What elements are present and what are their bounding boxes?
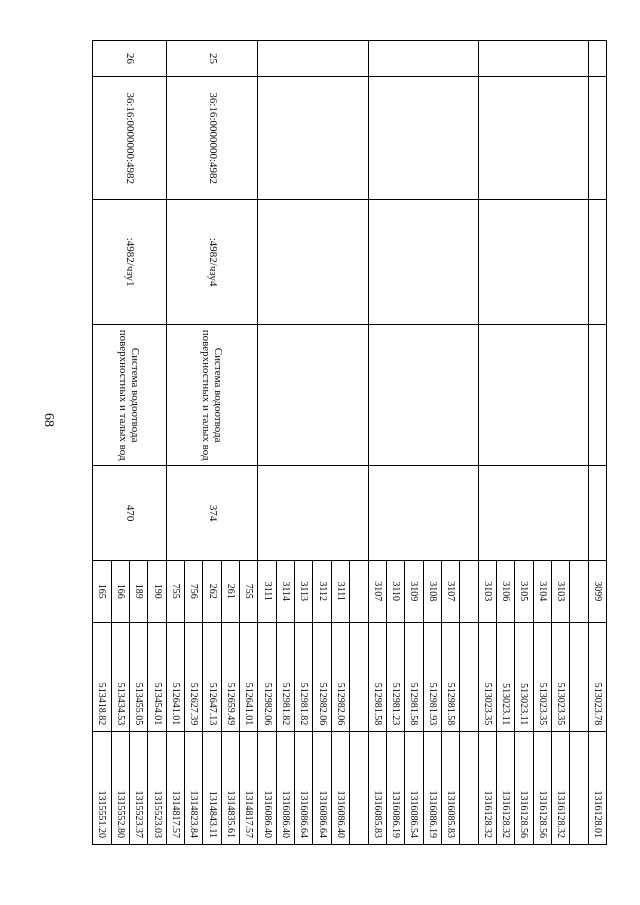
coord-x: 513023.35 xyxy=(478,622,496,732)
cadastral-number: 36:16:0000000:4982 xyxy=(93,77,167,200)
coord-y: 1316128.32 xyxy=(551,732,569,845)
coord-y: 1316128.32 xyxy=(478,732,496,845)
coord-x: 513023.35 xyxy=(533,622,551,732)
point-number: 3108 xyxy=(423,560,441,622)
coord-y: 1316085.83 xyxy=(441,732,459,845)
row-number xyxy=(368,41,478,77)
point-number: 755 xyxy=(166,560,184,622)
coord-y: 1314817.57 xyxy=(166,732,184,845)
coordinates-table xyxy=(92,40,607,845)
coord-x: 513454.01 xyxy=(148,622,166,732)
coord-y: 1316086.19 xyxy=(423,732,441,845)
plot-area: 470 xyxy=(93,466,167,561)
point-number: 3103 xyxy=(478,560,496,622)
cadastral-number xyxy=(588,77,606,200)
row-number: 25 xyxy=(166,41,258,77)
page-number: 68 xyxy=(41,413,56,427)
coord-y: 1316086.40 xyxy=(276,732,294,845)
coord-x: 512981.58 xyxy=(405,622,423,732)
coord-x: 512659.49 xyxy=(221,622,239,732)
coord-y: 1314823.84 xyxy=(185,732,203,845)
coord-y: 1314817.57 xyxy=(240,732,258,845)
point-number: 3109 xyxy=(405,560,423,622)
point-number xyxy=(460,560,478,622)
coord-y: 1316086.64 xyxy=(313,732,331,845)
subplot-number: :4982/чзу1 xyxy=(93,200,167,325)
coord-y: 1314835.61 xyxy=(221,732,239,845)
plot-area xyxy=(478,466,588,561)
coord-y: 1315552.80 xyxy=(111,732,129,845)
plot-area xyxy=(258,466,368,561)
point-number: 756 xyxy=(185,560,203,622)
coord-y: 1316128.01 xyxy=(588,732,606,845)
point-number: 3107 xyxy=(368,560,386,622)
coord-x: 512981.58 xyxy=(368,622,386,732)
coord-x: 512647.13 xyxy=(203,622,221,732)
plot-purpose: Система водоотвода поверхностных и талых вод xyxy=(166,325,258,466)
coord-x: 512982.06 xyxy=(258,622,276,732)
point-number: 3107 xyxy=(441,560,459,622)
coord-x: 512981.93 xyxy=(423,622,441,732)
point-number: 755 xyxy=(240,560,258,622)
row-number xyxy=(258,41,368,77)
coord-x: 512982.06 xyxy=(331,622,349,732)
coord-x: 512627.39 xyxy=(185,622,203,732)
coord-y: 1316086.54 xyxy=(405,732,423,845)
coord-y: 1316086.40 xyxy=(258,732,276,845)
coord-y xyxy=(570,732,588,845)
coord-y xyxy=(460,732,478,845)
point-number: 3112 xyxy=(313,560,331,622)
coord-y: 1316086.19 xyxy=(386,732,404,845)
point-number: 190 xyxy=(148,560,166,622)
table-row xyxy=(240,41,258,845)
coord-x: 512981.23 xyxy=(386,622,404,732)
point-number: 262 xyxy=(203,560,221,622)
point-number: 3110 xyxy=(386,560,404,622)
point-number: 165 xyxy=(93,560,112,622)
cadastral-number: 36:16:0000000:4982 xyxy=(166,77,258,200)
point-number: 3111 xyxy=(331,560,349,622)
table-row xyxy=(588,41,606,845)
point-number: 3105 xyxy=(515,560,533,622)
point-number: 261 xyxy=(221,560,239,622)
coord-x: 512982.06 xyxy=(313,622,331,732)
row-number xyxy=(478,41,588,77)
coord-y: 1316128.32 xyxy=(496,732,514,845)
point-number xyxy=(350,560,368,622)
plot-purpose xyxy=(588,325,606,466)
subplot-number: :4982/чзу4 xyxy=(166,200,258,325)
coord-x: 513455.05 xyxy=(130,622,148,732)
point-number: 3114 xyxy=(276,560,294,622)
row-number: 26 xyxy=(93,41,167,77)
coord-x: 512641.01 xyxy=(166,622,184,732)
point-number xyxy=(570,560,588,622)
plot-area xyxy=(588,466,606,561)
point-number: 3099 xyxy=(588,560,606,622)
coord-x: 512981.82 xyxy=(295,622,313,732)
coord-x: 513023.35 xyxy=(551,622,569,732)
coord-y xyxy=(350,732,368,845)
coord-y: 1316128.56 xyxy=(515,732,533,845)
subplot-number xyxy=(588,200,606,325)
coord-x: 513418.82 xyxy=(93,622,112,732)
coord-x xyxy=(570,622,588,732)
coord-x xyxy=(460,622,478,732)
table-container xyxy=(92,40,607,845)
subplot-number xyxy=(478,200,588,325)
rotated-table-frame xyxy=(92,40,607,845)
cadastral-number xyxy=(368,77,478,200)
point-number: 3103 xyxy=(551,560,569,622)
coord-y: 1316086.64 xyxy=(295,732,313,845)
plot-purpose xyxy=(478,325,588,466)
table-row xyxy=(148,41,166,845)
coord-x: 513434.53 xyxy=(111,622,129,732)
coord-y: 1316086.40 xyxy=(331,732,349,845)
coord-x: 513023.78 xyxy=(588,622,606,732)
table-row xyxy=(350,41,368,845)
coord-x: 512981.82 xyxy=(276,622,294,732)
coord-y: 1315523.03 xyxy=(148,732,166,845)
coord-x xyxy=(350,622,368,732)
coord-x: 513023.11 xyxy=(515,622,533,732)
coord-y: 1316085.83 xyxy=(368,732,386,845)
point-number: 189 xyxy=(130,560,148,622)
coord-y: 1315523.37 xyxy=(130,732,148,845)
cadastral-number xyxy=(258,77,368,200)
coord-y: 1315551.20 xyxy=(93,732,112,845)
table-row xyxy=(570,41,588,845)
plot-purpose xyxy=(368,325,478,466)
table-row xyxy=(460,41,478,845)
plot-purpose xyxy=(258,325,368,466)
coord-x: 512641.01 xyxy=(240,622,258,732)
point-number: 166 xyxy=(111,560,129,622)
point-number: 3111 xyxy=(258,560,276,622)
subplot-number xyxy=(368,200,478,325)
point-number: 3113 xyxy=(295,560,313,622)
row-number xyxy=(588,41,606,77)
plot-purpose: Система водоотвода поверхностных и талых вод xyxy=(93,325,167,466)
point-number: 3104 xyxy=(533,560,551,622)
coord-y: 1316128.56 xyxy=(533,732,551,845)
subplot-number xyxy=(258,200,368,325)
plot-area: 374 xyxy=(166,466,258,561)
coord-x: 513023.11 xyxy=(496,622,514,732)
cadastral-number xyxy=(478,77,588,200)
coord-x: 512981.58 xyxy=(441,622,459,732)
coord-y: 1314843.11 xyxy=(203,732,221,845)
point-number: 3106 xyxy=(496,560,514,622)
plot-area xyxy=(368,466,478,561)
